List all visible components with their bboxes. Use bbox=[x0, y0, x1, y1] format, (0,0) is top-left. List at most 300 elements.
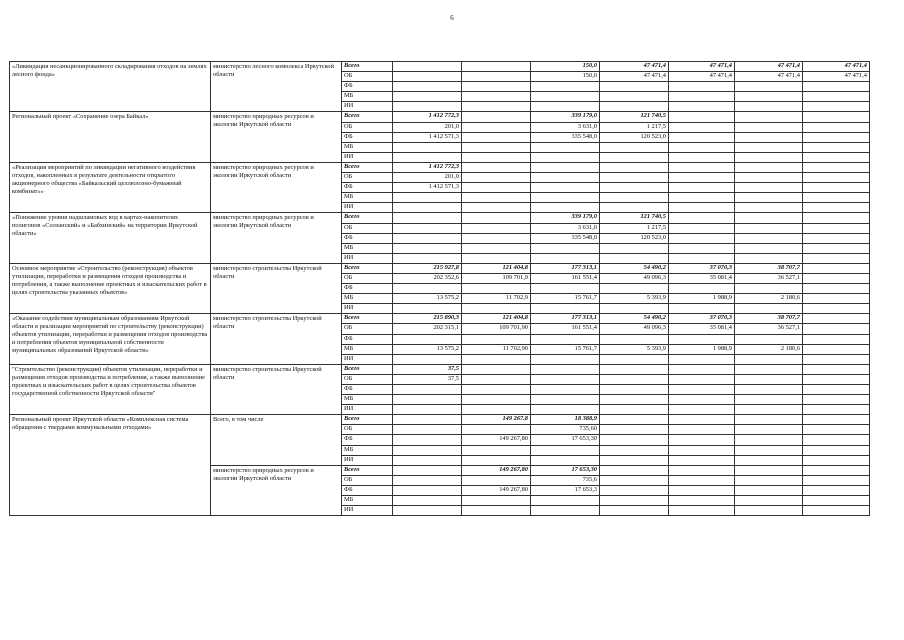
amount-cell bbox=[462, 102, 531, 112]
amount-cell bbox=[803, 92, 870, 102]
amount-cell bbox=[735, 223, 803, 233]
amount-cell: 54 490,2 bbox=[600, 263, 669, 273]
amount-cell: 15 761,7 bbox=[531, 294, 600, 304]
measure-name: Основное мероприятие «Строительство (реконструкция) объектов утилизации, переработки и размещения отходов производства и потребления, а также выполнение проектных и изыскательских работ в целях строительства указанных объектов» bbox=[10, 263, 211, 313]
amount-cell bbox=[600, 243, 669, 253]
amount-cell bbox=[735, 364, 803, 374]
amount-cell bbox=[393, 425, 462, 435]
funding-source: ОБ bbox=[342, 425, 393, 435]
amount-cell: 47 471,4 bbox=[669, 62, 735, 72]
amount-cell bbox=[803, 334, 870, 344]
amount-cell bbox=[531, 102, 600, 112]
amount-cell bbox=[669, 485, 735, 495]
amount-cell: 47 471,4 bbox=[735, 62, 803, 72]
amount-cell bbox=[669, 415, 735, 425]
amount-cell bbox=[600, 405, 669, 415]
amount-cell bbox=[393, 445, 462, 455]
amount-cell bbox=[803, 415, 870, 425]
amount-cell: 335 548,0 bbox=[531, 132, 600, 142]
amount-cell: 161 551,4 bbox=[531, 273, 600, 283]
amount-cell bbox=[735, 506, 803, 516]
amount-cell bbox=[803, 152, 870, 162]
amount-cell bbox=[669, 475, 735, 485]
amount-cell bbox=[669, 203, 735, 213]
funding-source: Всего bbox=[342, 162, 393, 172]
amount-cell bbox=[531, 334, 600, 344]
amount-cell bbox=[600, 102, 669, 112]
measure-name: Региональный проект Иркутской области «Комплексная система обращения с твердыми коммунальными отходами» bbox=[10, 415, 211, 516]
amount-cell bbox=[669, 334, 735, 344]
amount-cell bbox=[735, 203, 803, 213]
funding-source: ФБ bbox=[342, 183, 393, 193]
amount-cell bbox=[393, 253, 462, 263]
amount-cell: 215 890,3 bbox=[393, 314, 462, 324]
amount-cell bbox=[735, 405, 803, 415]
amount-cell bbox=[393, 193, 462, 203]
measure-name: "Строительство (реконструкция) объектов утилизации, переработки и размещения отходов производства и потребления, а также выполнение проектных и изыскательских работ в целях строительства объектов государственной собственности Иркутской области" bbox=[10, 364, 211, 414]
amount-cell bbox=[600, 395, 669, 405]
amount-cell bbox=[600, 193, 669, 203]
amount-cell bbox=[669, 223, 735, 233]
amount-cell bbox=[393, 243, 462, 253]
amount-cell bbox=[735, 374, 803, 384]
amount-cell bbox=[669, 405, 735, 415]
amount-cell bbox=[393, 223, 462, 233]
amount-cell bbox=[531, 496, 600, 506]
amount-cell bbox=[393, 496, 462, 506]
amount-cell bbox=[669, 284, 735, 294]
funding-source: ФБ bbox=[342, 385, 393, 395]
amount-cell bbox=[735, 243, 803, 253]
amount-cell bbox=[462, 92, 531, 102]
measure-name: «Ликвидация несанкционированного складирования отходов на землях лесного фонда» bbox=[10, 62, 211, 112]
amount-cell bbox=[531, 193, 600, 203]
funding-source: ФБ bbox=[342, 284, 393, 294]
amount-cell bbox=[803, 183, 870, 193]
amount-cell bbox=[803, 284, 870, 294]
amount-cell bbox=[393, 475, 462, 485]
amount-cell bbox=[803, 193, 870, 203]
amount-cell bbox=[462, 364, 531, 374]
amount-cell bbox=[462, 506, 531, 516]
funding-source: МБ bbox=[342, 92, 393, 102]
amount-cell bbox=[803, 445, 870, 455]
amount-cell bbox=[803, 304, 870, 314]
amount-cell: 149 267,80 bbox=[462, 485, 531, 495]
amount-cell bbox=[735, 475, 803, 485]
amount-cell bbox=[462, 243, 531, 253]
amount-cell bbox=[600, 354, 669, 364]
amount-cell bbox=[531, 506, 600, 516]
responsible-executor: министерство строительства Иркутской области bbox=[211, 364, 342, 414]
amount-cell: 177 313,1 bbox=[531, 263, 600, 273]
amount-cell bbox=[803, 243, 870, 253]
amount-cell bbox=[735, 435, 803, 445]
amount-cell bbox=[735, 233, 803, 243]
amount-cell bbox=[462, 82, 531, 92]
amount-cell bbox=[669, 112, 735, 122]
amount-cell bbox=[735, 425, 803, 435]
amount-cell bbox=[462, 142, 531, 152]
amount-cell bbox=[803, 385, 870, 395]
measure-name: «Понижение уровня надшламовых вод в картах-накопителях полигонов «Солзанский» и «Бабхинский» на территории Иркутской области» bbox=[10, 213, 211, 263]
amount-cell bbox=[735, 102, 803, 112]
amount-cell bbox=[735, 455, 803, 465]
amount-cell: 47 471,4 bbox=[803, 72, 870, 82]
amount-cell: 1 217,5 bbox=[600, 223, 669, 233]
amount-cell: 47 471,4 bbox=[669, 72, 735, 82]
amount-cell: 1 412 571,3 bbox=[393, 183, 462, 193]
amount-cell: 177 313,1 bbox=[531, 314, 600, 324]
amount-cell bbox=[735, 142, 803, 152]
amount-cell: 35 081,4 bbox=[669, 273, 735, 283]
amount-cell: 3 631,0 bbox=[531, 223, 600, 233]
amount-cell bbox=[462, 162, 531, 172]
amount-cell: 150,0 bbox=[531, 72, 600, 82]
amount-cell bbox=[735, 496, 803, 506]
amount-cell bbox=[803, 203, 870, 213]
amount-cell bbox=[462, 385, 531, 395]
amount-cell bbox=[735, 152, 803, 162]
funding-source: ФБ bbox=[342, 334, 393, 344]
table-row bbox=[10, 415, 870, 425]
amount-cell bbox=[531, 243, 600, 253]
amount-cell bbox=[531, 304, 600, 314]
amount-cell bbox=[462, 354, 531, 364]
amount-cell bbox=[531, 395, 600, 405]
budget-table bbox=[9, 61, 870, 516]
table-row bbox=[10, 112, 870, 122]
amount-cell bbox=[803, 496, 870, 506]
amount-cell bbox=[462, 496, 531, 506]
amount-cell bbox=[669, 465, 735, 475]
amount-cell bbox=[600, 385, 669, 395]
amount-cell bbox=[531, 82, 600, 92]
amount-cell bbox=[393, 485, 462, 495]
amount-cell bbox=[669, 253, 735, 263]
funding-source: МБ bbox=[342, 395, 393, 405]
amount-cell bbox=[803, 344, 870, 354]
amount-cell: 202 315,1 bbox=[393, 324, 462, 334]
funding-source: ФБ bbox=[342, 435, 393, 445]
amount-cell bbox=[393, 72, 462, 82]
amount-cell bbox=[462, 475, 531, 485]
amount-cell bbox=[393, 152, 462, 162]
amount-cell bbox=[393, 405, 462, 415]
amount-cell bbox=[735, 132, 803, 142]
measure-name: Региональный проект «Сохранение озера Байкал» bbox=[10, 112, 211, 162]
amount-cell bbox=[803, 173, 870, 183]
amount-cell bbox=[803, 273, 870, 283]
amount-cell: 15 761,7 bbox=[531, 344, 600, 354]
amount-cell bbox=[393, 82, 462, 92]
measure-name: «Оказание содействия муниципальным образованиям Иркутской области в реализации мероприятий по строительству (реконструкции) объектов утилизации, переработки и размещения отходов производства и потребления объектов муниципальной собственности муниципальных образований Иркутской области» bbox=[10, 314, 211, 364]
funding-source: Всего bbox=[342, 263, 393, 273]
amount-cell: 47 471,4 bbox=[735, 72, 803, 82]
amount-cell bbox=[669, 395, 735, 405]
amount-cell bbox=[393, 62, 462, 72]
amount-cell bbox=[735, 193, 803, 203]
amount-cell bbox=[462, 233, 531, 243]
amount-cell bbox=[393, 102, 462, 112]
amount-cell bbox=[462, 374, 531, 384]
amount-cell: 11 702,9 bbox=[462, 294, 531, 304]
amount-cell bbox=[600, 455, 669, 465]
amount-cell bbox=[393, 142, 462, 152]
funding-source: МБ bbox=[342, 496, 393, 506]
funding-source: Всего bbox=[342, 415, 393, 425]
amount-cell: 121 740,5 bbox=[600, 112, 669, 122]
amount-cell bbox=[735, 183, 803, 193]
amount-cell bbox=[669, 354, 735, 364]
amount-cell bbox=[462, 132, 531, 142]
amount-cell: 121 404,8 bbox=[462, 314, 531, 324]
amount-cell bbox=[462, 455, 531, 465]
amount-cell: 47 471,4 bbox=[803, 62, 870, 72]
amount-cell bbox=[735, 334, 803, 344]
amount-cell bbox=[393, 233, 462, 243]
amount-cell: 201,0 bbox=[393, 173, 462, 183]
amount-cell bbox=[462, 122, 531, 132]
amount-cell bbox=[735, 213, 803, 223]
amount-cell bbox=[531, 284, 600, 294]
amount-cell bbox=[735, 445, 803, 455]
amount-cell bbox=[669, 152, 735, 162]
funding-source: Всего bbox=[342, 364, 393, 374]
amount-cell bbox=[462, 405, 531, 415]
amount-cell bbox=[735, 354, 803, 364]
funding-source: ОБ bbox=[342, 475, 393, 485]
amount-cell bbox=[393, 354, 462, 364]
amount-cell bbox=[669, 132, 735, 142]
amount-cell: 11 702,90 bbox=[462, 344, 531, 354]
amount-cell: 2 180,6 bbox=[735, 294, 803, 304]
amount-cell: 1 412 772,3 bbox=[393, 162, 462, 172]
amount-cell bbox=[803, 82, 870, 92]
amount-cell bbox=[462, 213, 531, 223]
amount-cell bbox=[393, 284, 462, 294]
amount-cell bbox=[735, 122, 803, 132]
amount-cell: 1 412 571,3 bbox=[393, 132, 462, 142]
funding-source: МБ bbox=[342, 445, 393, 455]
amount-cell: 161 551,4 bbox=[531, 324, 600, 334]
amount-cell bbox=[462, 304, 531, 314]
funding-source: МБ bbox=[342, 294, 393, 304]
funding-source: ИИ bbox=[342, 304, 393, 314]
amount-cell bbox=[803, 233, 870, 243]
amount-cell bbox=[531, 142, 600, 152]
amount-cell bbox=[462, 253, 531, 263]
amount-cell bbox=[393, 395, 462, 405]
funding-source: ИИ bbox=[342, 405, 393, 415]
amount-cell bbox=[462, 223, 531, 233]
amount-cell bbox=[803, 374, 870, 384]
amount-cell bbox=[600, 304, 669, 314]
amount-cell bbox=[462, 62, 531, 72]
amount-cell bbox=[531, 405, 600, 415]
amount-cell bbox=[600, 183, 669, 193]
amount-cell: 215 927,8 bbox=[393, 263, 462, 273]
amount-cell bbox=[462, 203, 531, 213]
amount-cell: 121 740,5 bbox=[600, 213, 669, 223]
amount-cell bbox=[803, 425, 870, 435]
table-row bbox=[10, 62, 870, 72]
amount-cell bbox=[600, 203, 669, 213]
amount-cell bbox=[393, 213, 462, 223]
amount-cell: 3 631,0 bbox=[531, 122, 600, 132]
amount-cell bbox=[600, 465, 669, 475]
amount-cell bbox=[462, 193, 531, 203]
amount-cell bbox=[803, 324, 870, 334]
amount-cell bbox=[393, 304, 462, 314]
amount-cell bbox=[600, 475, 669, 485]
amount-cell bbox=[669, 142, 735, 152]
amount-cell bbox=[600, 415, 669, 425]
amount-cell bbox=[669, 183, 735, 193]
table-row bbox=[10, 213, 870, 223]
amount-cell bbox=[735, 253, 803, 263]
amount-cell bbox=[803, 122, 870, 132]
funding-source: ИИ bbox=[342, 152, 393, 162]
amount-cell: 49 096,3 bbox=[600, 273, 669, 283]
amount-cell bbox=[669, 193, 735, 203]
amount-cell bbox=[600, 173, 669, 183]
amount-cell: 120 523,0 bbox=[600, 233, 669, 243]
amount-cell: 2 180,6 bbox=[735, 344, 803, 354]
amount-cell bbox=[600, 152, 669, 162]
amount-cell bbox=[531, 455, 600, 465]
amount-cell bbox=[600, 253, 669, 263]
amount-cell bbox=[531, 203, 600, 213]
amount-cell: 49 096,3 bbox=[600, 324, 669, 334]
amount-cell: 18 388,9 bbox=[531, 415, 600, 425]
amount-cell bbox=[669, 213, 735, 223]
amount-cell bbox=[669, 173, 735, 183]
amount-cell bbox=[600, 364, 669, 374]
funding-source: МБ bbox=[342, 142, 393, 152]
amount-cell bbox=[393, 92, 462, 102]
amount-cell: 38 707,7 bbox=[735, 314, 803, 324]
amount-cell bbox=[669, 385, 735, 395]
amount-cell bbox=[803, 253, 870, 263]
amount-cell bbox=[669, 435, 735, 445]
amount-cell bbox=[531, 152, 600, 162]
funding-source: ОБ bbox=[342, 122, 393, 132]
amount-cell bbox=[393, 455, 462, 465]
amount-cell bbox=[600, 92, 669, 102]
table-row bbox=[10, 162, 870, 172]
amount-cell bbox=[803, 485, 870, 495]
amount-cell bbox=[735, 162, 803, 172]
amount-cell bbox=[531, 253, 600, 263]
amount-cell: 37,5 bbox=[393, 364, 462, 374]
funding-source: ИИ bbox=[342, 455, 393, 465]
responsible-executor: министерство строительства Иркутской области bbox=[211, 314, 342, 364]
amount-cell bbox=[531, 364, 600, 374]
funding-source: ФБ bbox=[342, 82, 393, 92]
amount-cell bbox=[462, 395, 531, 405]
amount-cell: 47 471,4 bbox=[600, 72, 669, 82]
amount-cell bbox=[531, 354, 600, 364]
amount-cell bbox=[600, 506, 669, 516]
amount-cell bbox=[600, 162, 669, 172]
amount-cell: 202 352,6 bbox=[393, 273, 462, 283]
amount-cell: 1 988,9 bbox=[669, 344, 735, 354]
amount-cell: 37,5 bbox=[393, 374, 462, 384]
responsible-executor: министерство природных ресурсов и экологии Иркутской области bbox=[211, 465, 342, 515]
amount-cell bbox=[735, 92, 803, 102]
amount-cell bbox=[803, 112, 870, 122]
amount-cell bbox=[803, 132, 870, 142]
amount-cell bbox=[393, 415, 462, 425]
page-number: 6 bbox=[450, 14, 454, 22]
amount-cell bbox=[393, 385, 462, 395]
amount-cell bbox=[393, 203, 462, 213]
funding-source: ОБ bbox=[342, 324, 393, 334]
table-row bbox=[10, 314, 870, 324]
amount-cell: 37 070,3 bbox=[669, 314, 735, 324]
amount-cell: 109 701,90 bbox=[462, 324, 531, 334]
amount-cell bbox=[462, 72, 531, 82]
amount-cell bbox=[735, 485, 803, 495]
funding-source: ФБ bbox=[342, 485, 393, 495]
amount-cell bbox=[735, 465, 803, 475]
amount-cell bbox=[393, 506, 462, 516]
amount-cell bbox=[735, 304, 803, 314]
funding-source: ОБ bbox=[342, 173, 393, 183]
amount-cell bbox=[803, 162, 870, 172]
amount-cell bbox=[531, 374, 600, 384]
amount-cell bbox=[531, 445, 600, 455]
funding-source: ОБ bbox=[342, 374, 393, 384]
amount-cell bbox=[735, 284, 803, 294]
amount-cell bbox=[600, 435, 669, 445]
amount-cell bbox=[803, 405, 870, 415]
amount-cell bbox=[669, 455, 735, 465]
amount-cell bbox=[669, 445, 735, 455]
amount-cell: 150,0 bbox=[531, 62, 600, 72]
responsible-executor: Всего, в том числе bbox=[211, 415, 342, 465]
amount-cell bbox=[600, 496, 669, 506]
amount-cell bbox=[803, 102, 870, 112]
amount-cell: 339 179,0 bbox=[531, 213, 600, 223]
amount-cell bbox=[669, 374, 735, 384]
amount-cell bbox=[669, 233, 735, 243]
amount-cell: 1 412 772,3 bbox=[393, 112, 462, 122]
amount-cell: 5 393,9 bbox=[600, 344, 669, 354]
amount-cell bbox=[669, 364, 735, 374]
amount-cell bbox=[600, 425, 669, 435]
funding-source: ФБ bbox=[342, 233, 393, 243]
amount-cell bbox=[600, 82, 669, 92]
amount-cell: 120 523,0 bbox=[600, 132, 669, 142]
amount-cell bbox=[669, 122, 735, 132]
amount-cell: 13 575,2 bbox=[393, 344, 462, 354]
responsible-executor: министерство строительства Иркутской области bbox=[211, 263, 342, 313]
amount-cell: 339 179,0 bbox=[531, 112, 600, 122]
amount-cell bbox=[735, 173, 803, 183]
amount-cell: 149 267,80 bbox=[462, 435, 531, 445]
amount-cell bbox=[600, 334, 669, 344]
funding-source: ИИ bbox=[342, 354, 393, 364]
funding-source: МБ bbox=[342, 193, 393, 203]
responsible-executor: министерство природных ресурсов и экологии Иркутской области bbox=[211, 112, 342, 162]
amount-cell bbox=[600, 485, 669, 495]
amount-cell bbox=[735, 395, 803, 405]
amount-cell bbox=[669, 243, 735, 253]
amount-cell bbox=[735, 415, 803, 425]
funding-source: МБ bbox=[342, 344, 393, 354]
